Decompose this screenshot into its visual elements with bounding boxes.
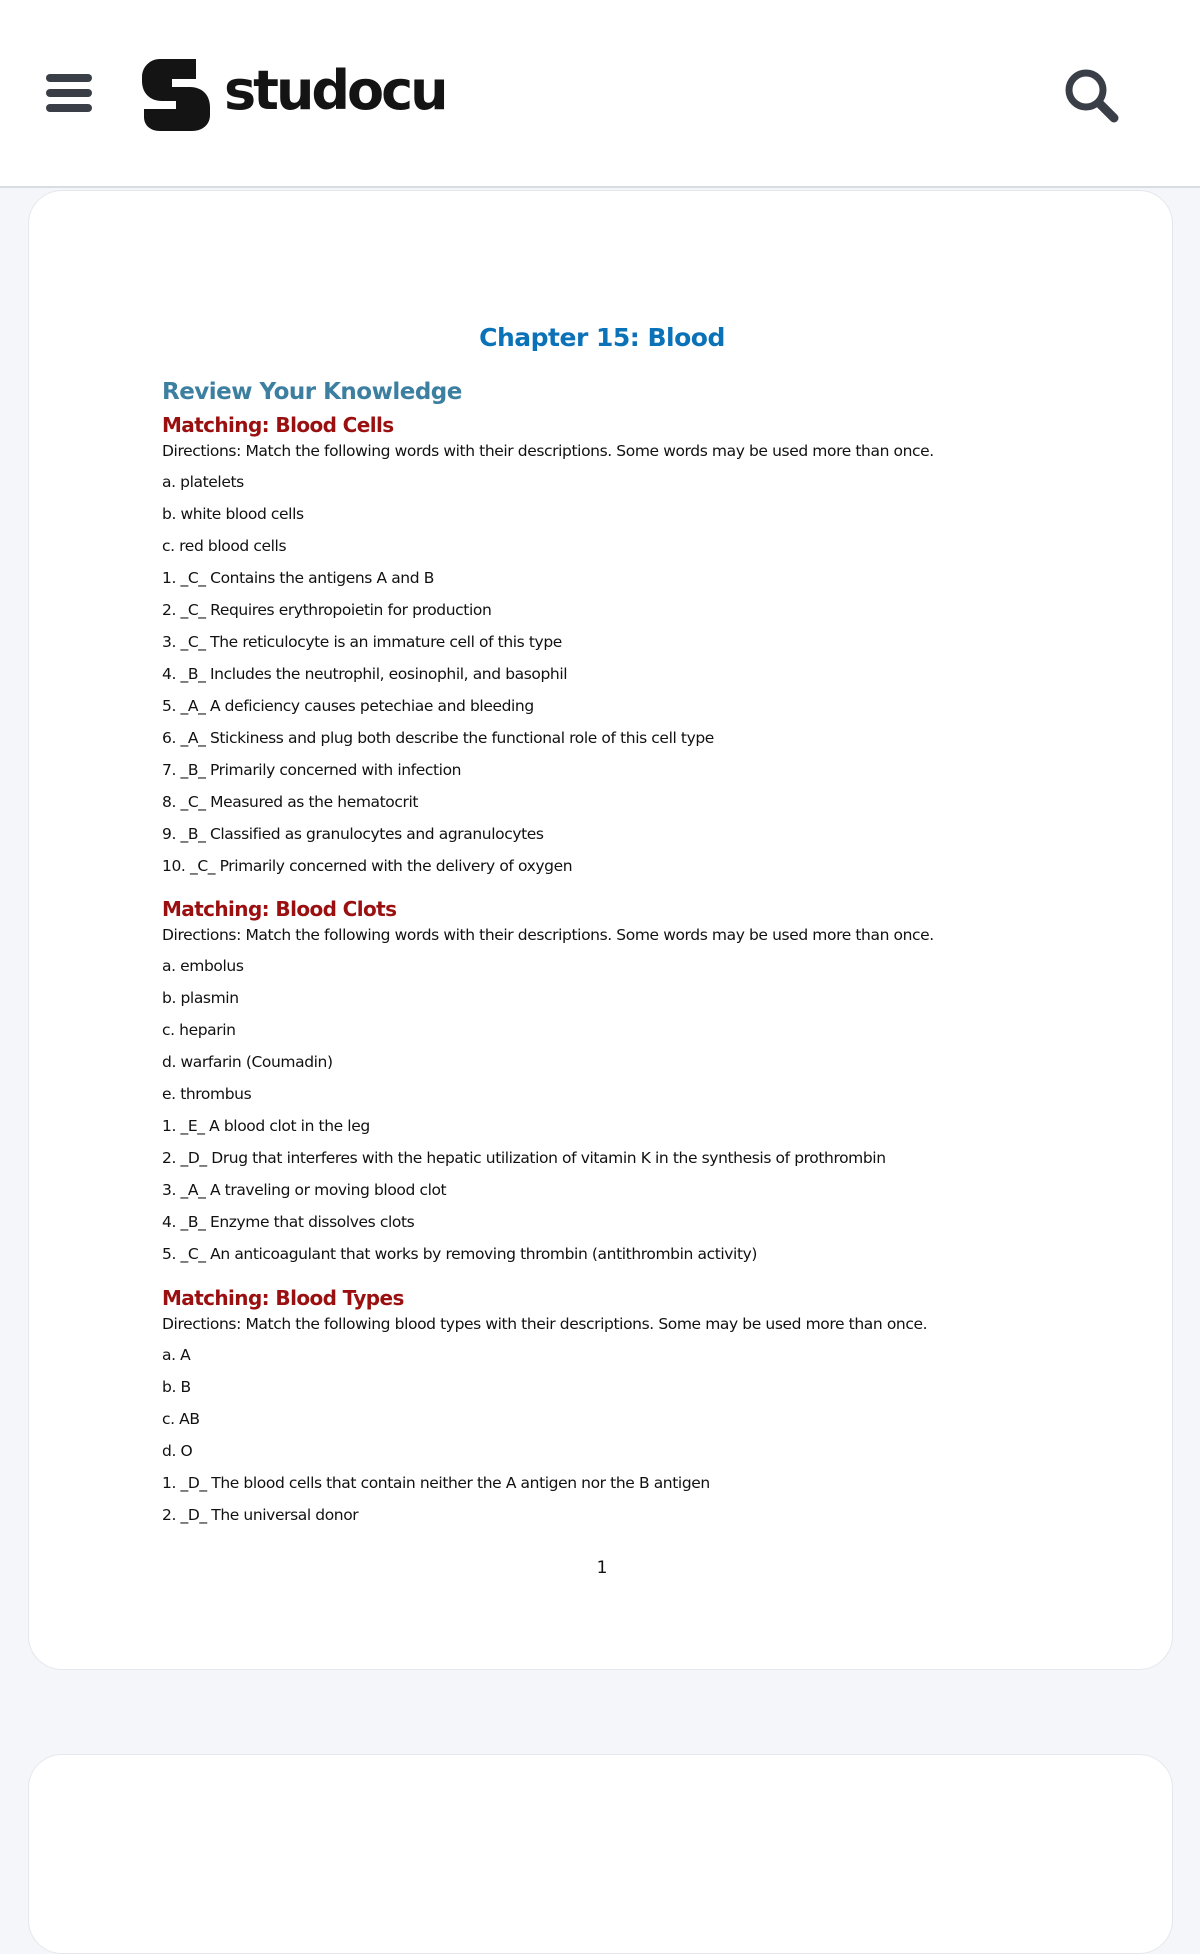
- question-item: 7. _B_ Primarily concerned with infection: [162, 761, 462, 779]
- question-item: 2. _D_ Drug that interferes with the hepatic utilization of vitamin K in the synthesis of prothrombin: [162, 1149, 886, 1167]
- option: d. warfarin (Coumadin): [162, 1053, 333, 1071]
- section-title: Matching: Blood Types: [162, 1286, 404, 1310]
- section-directions: Directions: Match the following blood types with their descriptions. Some may be used more than once.: [162, 1315, 928, 1333]
- option: d. O: [162, 1442, 193, 1460]
- question-item: 1. _E_ A blood clot in the leg: [162, 1117, 370, 1135]
- question-item: 8. _C_ Measured as the hematocrit: [162, 793, 419, 811]
- review-heading: Review Your Knowledge: [162, 379, 462, 405]
- question-item: 9. _B_ Classified as granulocytes and agranulocytes: [162, 825, 544, 843]
- page-number: 1: [596, 1558, 608, 1578]
- question-item: 3. _C_ The reticulocyte is an immature cell of this type: [162, 633, 562, 651]
- question-item: 6. _A_ Stickiness and plug both describe the functional role of this cell type: [162, 729, 714, 747]
- question-item: 10. _C_ Primarily concerned with the delivery of oxygen: [162, 857, 573, 875]
- option: e. thrombus: [162, 1085, 252, 1103]
- option: b. B: [162, 1378, 191, 1396]
- question-item: 1. _C_ Contains the antigens A and B: [162, 569, 434, 587]
- studocu-logo-mark-icon: [138, 53, 214, 133]
- section-title: Matching: Blood Clots: [162, 897, 397, 921]
- question-item: 2. _C_ Requires erythropoietin for production: [162, 601, 492, 619]
- question-item: 5. _C_ An anticoagulant that works by removing thrombin (antithrombin activity): [162, 1245, 758, 1263]
- option: a. platelets: [162, 473, 244, 491]
- section-directions: Directions: Match the following words with their descriptions. Some words may be used more than once.: [162, 442, 934, 460]
- option: c. heparin: [162, 1021, 236, 1039]
- question-item: 1. _D_ The blood cells that contain neither the A antigen nor the B antigen: [162, 1474, 710, 1492]
- next-document-page: [28, 1754, 1173, 1954]
- search-icon[interactable]: [1062, 66, 1120, 124]
- question-item: 4. _B_ Enzyme that dissolves clots: [162, 1213, 415, 1231]
- hamburger-menu-icon[interactable]: [44, 70, 96, 116]
- section-blood-types: [162, 1285, 1042, 1531]
- top-navigation-bar: [0, 0, 1200, 188]
- studocu-logo[interactable]: [138, 52, 446, 134]
- question-item: 5. _A_ A deficiency causes petechiae and bleeding: [162, 697, 534, 715]
- section-title: Matching: Blood Cells: [162, 413, 394, 437]
- option: c. AB: [162, 1410, 200, 1428]
- brand-name: studocu: [224, 58, 446, 122]
- question-item: 4. _B_ Includes the neutrophil, eosinophil, and basophil: [162, 665, 568, 683]
- section-blood-cells: [162, 412, 1042, 882]
- question-item: 2. _D_ The universal donor: [162, 1506, 359, 1524]
- option: a. embolus: [162, 957, 244, 975]
- option: a. A: [162, 1346, 191, 1364]
- question-item: 3. _A_ A traveling or moving blood clot: [162, 1181, 447, 1199]
- option: b. plasmin: [162, 989, 239, 1007]
- option: c. red blood cells: [162, 537, 287, 555]
- option: b. white blood cells: [162, 505, 304, 523]
- section-blood-clots: [162, 896, 1042, 1270]
- chapter-title: Chapter 15: Blood: [479, 323, 725, 352]
- section-directions: Directions: Match the following words with their descriptions. Some words may be used more than once.: [162, 926, 934, 944]
